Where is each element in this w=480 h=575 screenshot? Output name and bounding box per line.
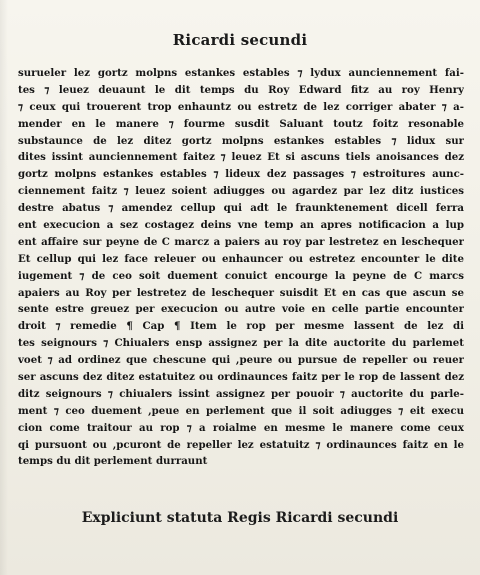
text-line: substaunce de lez ditez gortz molpns estankes estables ⁊ lidux sur	[18, 134, 464, 147]
text-line: iugement ⁊ de ceo soit duement conuict encourge la peyne de C marcs	[18, 269, 464, 282]
text-line: destre abatus ⁊ amendez cellup qui adt le fraunktenement dicell ferra	[18, 202, 464, 215]
text-line: ent execucion a sez costagez deins vne temp an apres notificacion a lup	[18, 219, 464, 232]
text-line: tes ⁊ leuez deuaunt le dit temps du Roy Edward fitz au roy Henry	[18, 83, 464, 96]
text-line: ment ⁊ ceo duement ,peue en perlement que il soit adiugges ⁊ eit execu	[18, 404, 464, 417]
page-edge-shadow	[0, 0, 8, 575]
text-line: dites issint aunciennement faitez ⁊ leuez Et si ascuns tiels anoisances dez	[18, 151, 464, 164]
text-line: sente estre greuez per execucion ou autre voie en celle partie encounter	[18, 303, 464, 316]
statute-text-block	[18, 65, 464, 470]
text-line: voet ⁊ ad ordinez que chescune qui ,peure ou pursue de repeller ou reuer	[18, 354, 464, 367]
text-line: Et cellup qui lez face releuer ou enhauncer ou estretez encounter le dite	[18, 252, 464, 265]
text-line: qi pursuont ou ,pcuront de repeller lez estatuitz ⁊ ordinaunces faitz en le	[18, 438, 464, 451]
text-line: ent affaire sur peyne de C marcz a paiers au roy par lestretez en leschequer	[18, 235, 464, 248]
text-line: droit ⁊ remedie ¶ Cap ¶ Item le rop per mesme lassent de lez di	[18, 320, 464, 333]
explicit-footer: Expliciunt statuta Regis Ricardi secundi	[81, 510, 399, 526]
text-line: ser ascuns dez ditez estatuitez ou ordinaunces faitz per le rop de lassent dez	[18, 371, 464, 384]
text-line: mender en le manere ⁊ fourme susdit Saluant toutz foitz resonable	[18, 117, 464, 130]
text-line: ⁊ ceux qui trouerent trop enhauntz ou estretz de lez corriger abater ⁊ a-	[18, 100, 464, 113]
text-line: tes seignours ⁊ Chiualers ensp assignez per la dite auctorite du parlemet	[18, 337, 464, 350]
text-line: ciennement faitz ⁊ leuez soient adiugges ou agardez par lez ditz iustices	[18, 185, 464, 198]
text-line: cion come traitour au rop ⁊ a roialme en mesme le manere come ceux	[18, 421, 464, 434]
text-line: gortz molpns estankes estables ⁊ lideux dez passages ⁊ estroitures aunc-	[18, 168, 464, 181]
page-heading: Ricardi secundi	[172, 31, 308, 49]
text-line: apaiers au Roy per lestretez de leschequer suisdit Et en cas que ascun se	[18, 286, 464, 299]
text-line: surueler lez gortz molpns estankes estables ⁊ lydux aunciennement fai-	[18, 67, 464, 79]
text-line-final: temps du dit perlement durraunt	[18, 455, 208, 468]
text-line: ditz seignours ⁊ chiualers issint assignez per pouoir ⁊ auctorite du parle-	[18, 387, 464, 400]
